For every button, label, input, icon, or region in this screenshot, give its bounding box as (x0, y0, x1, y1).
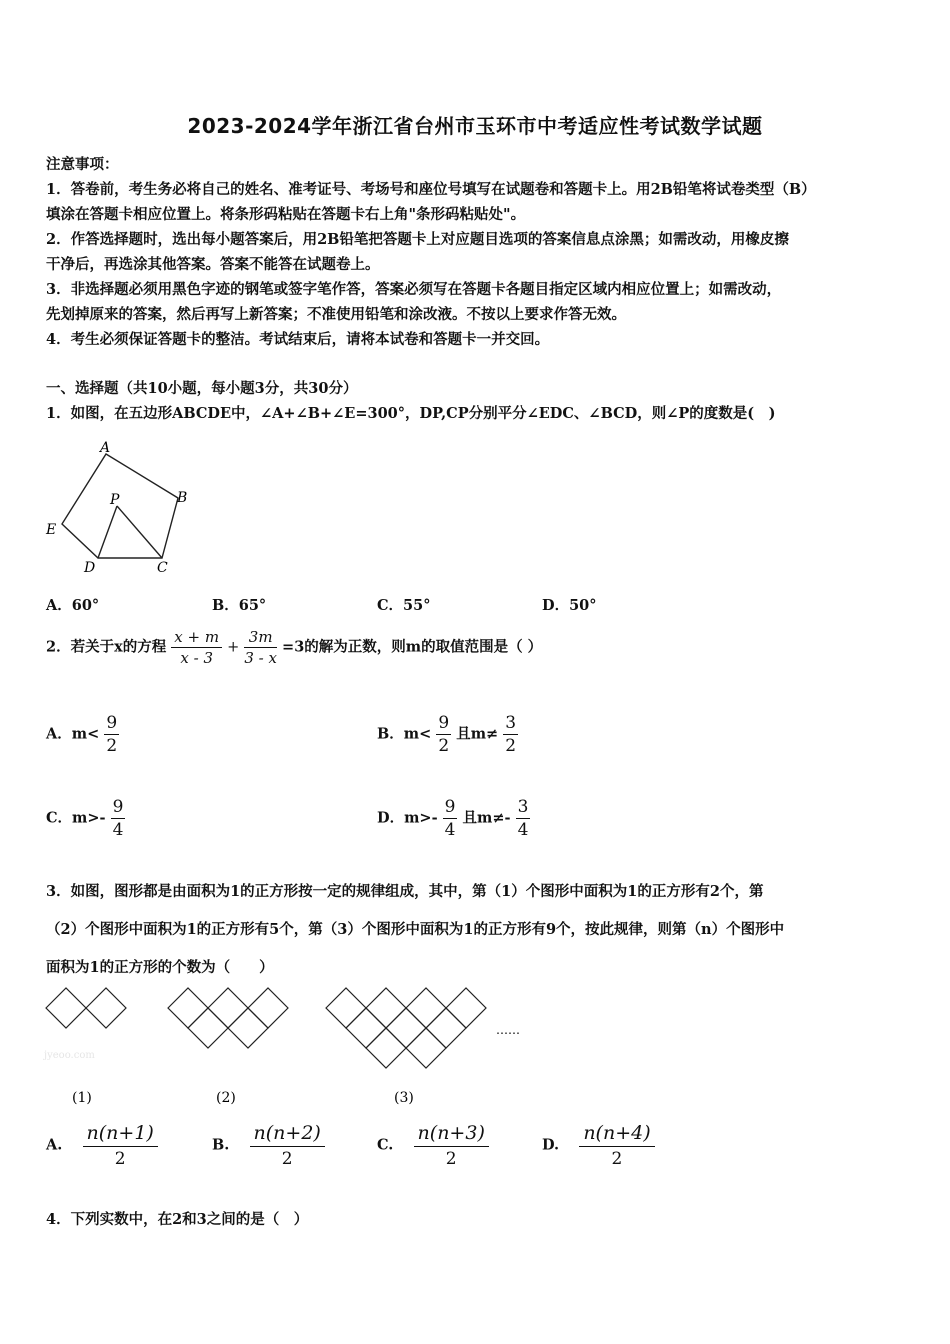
watermark: jyeoo.com (44, 1050, 95, 1061)
fraction-3-4: $\frac{3}{4}$ (517, 797, 529, 840)
notice-2a: 2．作答选择题时，选出每小题答案后，用2B铅笔把答题卡上对应题目选项的答案信息点涂黑；如需改动，用橡皮擦 (46, 231, 789, 248)
q2-option-b[interactable]: B．m< $\frac{9}{2}$ 且m≠ $\frac{3}{2}$ (377, 713, 517, 756)
label-c: C (157, 560, 168, 576)
fraction-9-2: $\frac{9}{2}$ (438, 713, 450, 756)
q2-option-c[interactable]: C．m>- $\frac{9}{4}$ (46, 797, 124, 840)
page-title: 2023-2024学年浙江省台州市玉环市中考适应性考试数学试题 (187, 114, 763, 138)
notice-heading: 注意事项： (46, 156, 119, 173)
notice-1b: 填涂在答题卡相应位置上。将条形码粘贴在答题卡右上角"条形码粘贴处"。 (46, 206, 526, 223)
q2-fraction-2: $\frac{3m}{3 - x}$ (244, 628, 277, 667)
q2-stem (46, 628, 542, 667)
fraction-9-4: $\frac{9}{4}$ (112, 797, 124, 840)
notice-3b: 先划掉原来的答案，然后再写上新答案；不准使用铅笔和涂改液。不按以上要求作答无效。 (46, 306, 626, 323)
q2-option-a[interactable]: A．m< $\frac{9}{2}$ (46, 713, 118, 756)
q3-option-d[interactable]: D. $\frac{n(n+4)}{2}$ (542, 1122, 655, 1169)
label-b: B (177, 490, 188, 506)
label-p: P (110, 492, 120, 508)
section-heading: 一、选择题（共10小题，每小题3分，共30分） (46, 380, 358, 397)
q3-stem-1: 3．如图，图形都是由面积为1的正方形按一定的规律组成，其中，第（1）个图形中面积为1的正方形有2个，第 (46, 883, 764, 900)
notice-2b: 干净后，再选涂其他答案。答案不能答在试题卷上。 (46, 256, 380, 273)
label-a: A (100, 440, 111, 456)
q2-option-d[interactable]: D．m>- $\frac{9}{4}$ 且m≠- $\frac{3}{4}$ (377, 797, 529, 840)
q1-option-d[interactable]: D．50° (542, 597, 597, 614)
pentagon-figure (40, 436, 200, 578)
q3-option-a[interactable]: A. $\frac{n(n+1)}{2}$ (46, 1122, 158, 1169)
fraction-9-4: $\frac{9}{4}$ (444, 797, 456, 840)
q3-stem-2: （2）个图形中面积为1的正方形有5个，第（3）个图形中面积为1的正方形有9个，按此规律，则第（n）个图形中 (46, 921, 785, 938)
q1-option-a[interactable]: A．60° (46, 597, 100, 614)
q1-option-b[interactable]: B．65° (212, 597, 267, 614)
q2-stem-pre: 2．若关于x的方程 (46, 638, 167, 656)
q2-plus: + (227, 639, 240, 656)
q1-option-c[interactable]: C．55° (377, 597, 431, 614)
q3-stem-3: 面积为1的正方形的个数为（ ） (46, 959, 274, 976)
q3-option-c[interactable]: C. $\frac{n(n+3)}{2}$ (377, 1122, 489, 1169)
q1-stem: 1．如图，在五边形ABCDE中，∠A+∠B+∠E=300°，DP,CP分别平分∠EDC、∠BCD，则∠P的度数是( ) (46, 405, 776, 422)
caption-1: (1) (72, 1090, 92, 1106)
fraction-9-2: $\frac{9}{2}$ (106, 713, 118, 756)
pattern-dots: …… (496, 1023, 520, 1037)
q3-option-b[interactable]: B. $\frac{n(n+2)}{2}$ (212, 1122, 325, 1169)
notice-3a: 3．非选择题必须用黑色字迹的钢笔或签字笔作答，答案必须写在答题卡各题目指定区域内相应位置上；如需改动， (46, 281, 782, 298)
notice-1a: 1．答卷前，考生务必将自己的姓名、准考证号、考场号和座位号填写在试题卷和答题卡上。用2B铅笔将试卷类型（B） (46, 181, 816, 198)
label-e: E (46, 522, 57, 538)
caption-3: (3) (394, 1090, 414, 1106)
q2-stem-post: =3的解为正数，则m的取值范围是（ ） (282, 638, 543, 656)
q4-stem: 4．下列实数中，在2和3之间的是（ ） (46, 1211, 309, 1228)
fraction-3-2: $\frac{3}{2}$ (505, 713, 517, 756)
notice-4: 4．考生必须保证答题卡的整洁。考试结束后，请将本试卷和答题卡一并交回。 (46, 331, 550, 348)
caption-2: (2) (216, 1090, 236, 1106)
q2-fraction-1: $\frac{x + m}{x - 3}$ (171, 628, 222, 667)
label-d: D (84, 560, 96, 576)
square-pattern-figure (40, 982, 560, 1112)
